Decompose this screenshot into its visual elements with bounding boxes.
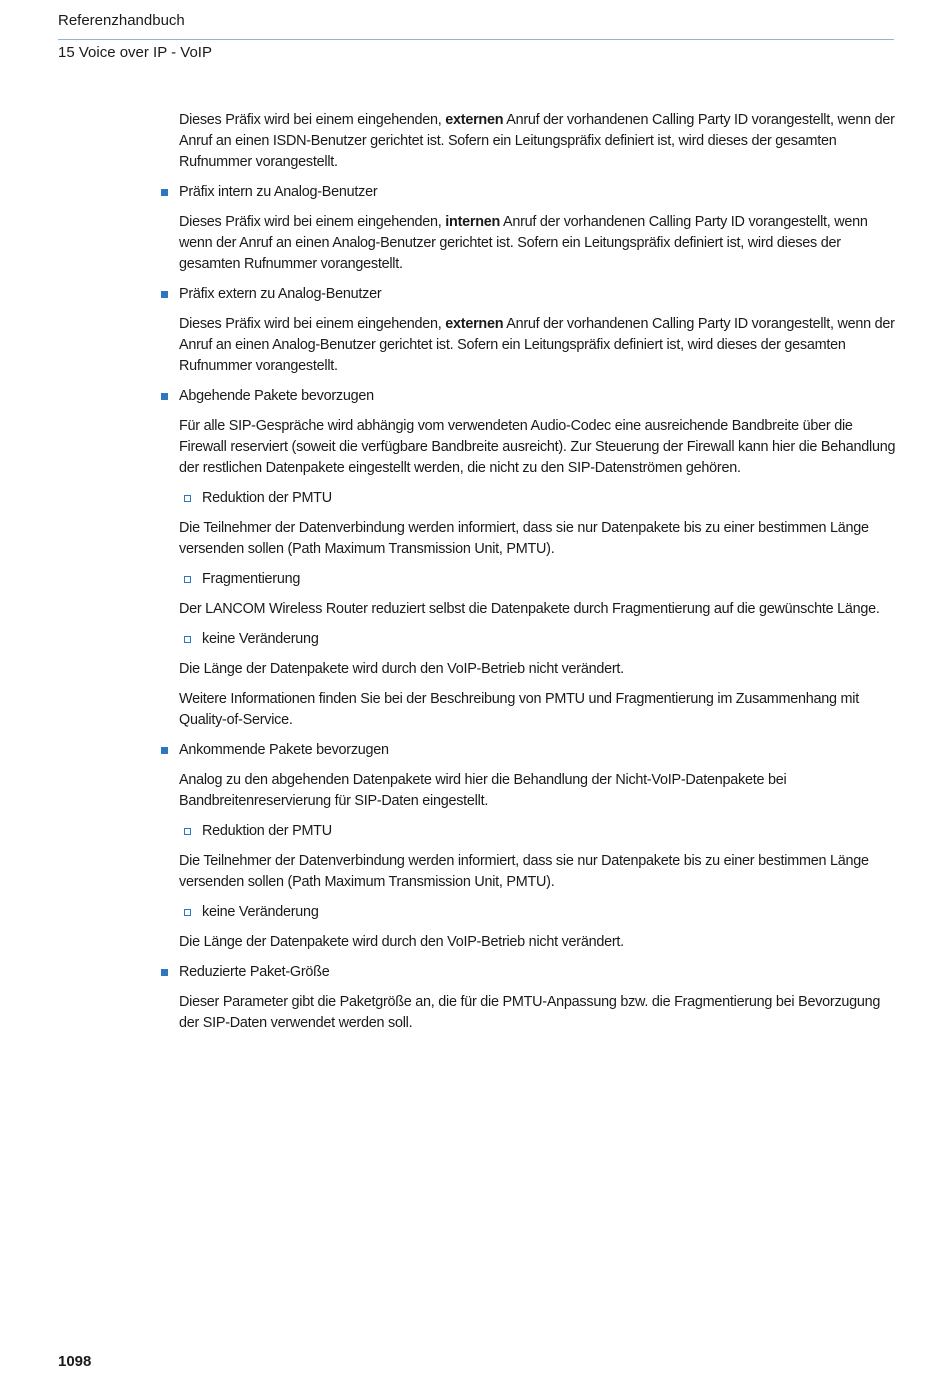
paragraph: Für alle SIP-Gespräche wird abhängig vom verwendeten Audio-Codec eine ausreichende Bandbreite über die Firewall reserviert (soweit die verfügbare Bandbreite ausreicht). Zur Steuerung der Firewall kann hier die Behandlung der restlichen Datenpakete eingestellt werden, die nicht zu den SIP-Datenströmen gehören.	[179, 418, 896, 476]
page-number: 1098	[58, 1353, 92, 1370]
sub-list-item: keine Veränderung	[202, 902, 899, 923]
document-body	[179, 110, 899, 1043]
sub-list-item: keine Veränderung	[202, 629, 899, 650]
running-header-chapter: 15 Voice over IP - VoIP	[58, 44, 212, 61]
paragraph: Weitere Informationen finden Sie bei der Beschreibung von PMTU und Fragmentierung im Zusammenhang mit Quality-of-Service.	[179, 691, 859, 728]
paragraph: Der LANCOM Wireless Router reduziert selbst die Datenpakete durch Fragmentierung auf die gewünschte Länge.	[179, 601, 880, 617]
header-divider	[58, 39, 894, 40]
sub-list-item: Fragmentierung	[202, 569, 899, 590]
paragraph: Dieses Präfix wird bei einem eingehenden, externen Anruf der vorhandenen Calling Party ID vorangestellt, wenn der Anruf an einen ISDN-Benutzer gerichtet ist. Sofern ein Leitungspräfix definiert ist, wird dieses der gesamten Rufnummer vorangestellt.	[179, 112, 895, 170]
paragraph: Dieses Präfix wird bei einem eingehenden, externen Anruf der vorhandenen Calling Party ID vorangestellt, wenn der Anruf an einen Analog-Benutzer gerichtet ist. Sofern ein Leitungspräfix definiert ist, wird dieses der gesamten Rufnummer vorangestellt.	[179, 316, 895, 374]
list-item: Reduzierte Paket-Größe	[179, 962, 899, 983]
paragraph: Dieses Präfix wird bei einem eingehenden, internen Anruf der vorhandenen Calling Party ID vorangestellt, wenn wenn der Anruf an einen Analog-Benutzer gerichtet ist. Sofern ein Leitungspräfix definiert ist, wird dieses der gesamten Rufnummer vorangestellt.	[179, 214, 868, 272]
paragraph: Dieser Parameter gibt die Paketgröße an, die für die PMTU-Anpassung bzw. die Fragmentierung bei Bevorzugung der SIP-Daten verwendet werden soll.	[179, 994, 881, 1031]
list-item: Präfix extern zu Analog-Benutzer	[179, 284, 899, 305]
emphasis: internen	[445, 214, 501, 230]
paragraph: Analog zu den abgehenden Datenpakete wird hier die Behandlung der Nicht-VoIP-Datenpakete bei Bandbreitenreservierung für SIP-Daten eingestellt.	[179, 772, 787, 809]
sub-list-item: Reduktion der PMTU	[202, 488, 899, 509]
paragraph: Die Länge der Datenpakete wird durch den VoIP-Betrieb nicht verändert.	[179, 934, 624, 950]
running-header-title: Referenzhandbuch	[58, 12, 185, 29]
list-item: Abgehende Pakete bevorzugen	[179, 386, 899, 407]
paragraph: Die Teilnehmer der Datenverbindung werden informiert, dass sie nur Datenpakete bis zu einer bestimmen Länge versenden sollen (Path Maximum Transmission Unit, PMTU).	[179, 520, 869, 557]
emphasis: externen	[445, 316, 504, 332]
list-item: Präfix intern zu Analog-Benutzer	[179, 182, 899, 203]
paragraph: Die Teilnehmer der Datenverbindung werden informiert, dass sie nur Datenpakete bis zu einer bestimmen Länge versenden sollen (Path Maximum Transmission Unit, PMTU).	[179, 853, 869, 890]
paragraph: Die Länge der Datenpakete wird durch den VoIP-Betrieb nicht verändert.	[179, 661, 624, 677]
list-item: Ankommende Pakete bevorzugen	[179, 740, 899, 761]
emphasis: externen	[445, 112, 504, 128]
sub-list-item: Reduktion der PMTU	[202, 821, 899, 842]
